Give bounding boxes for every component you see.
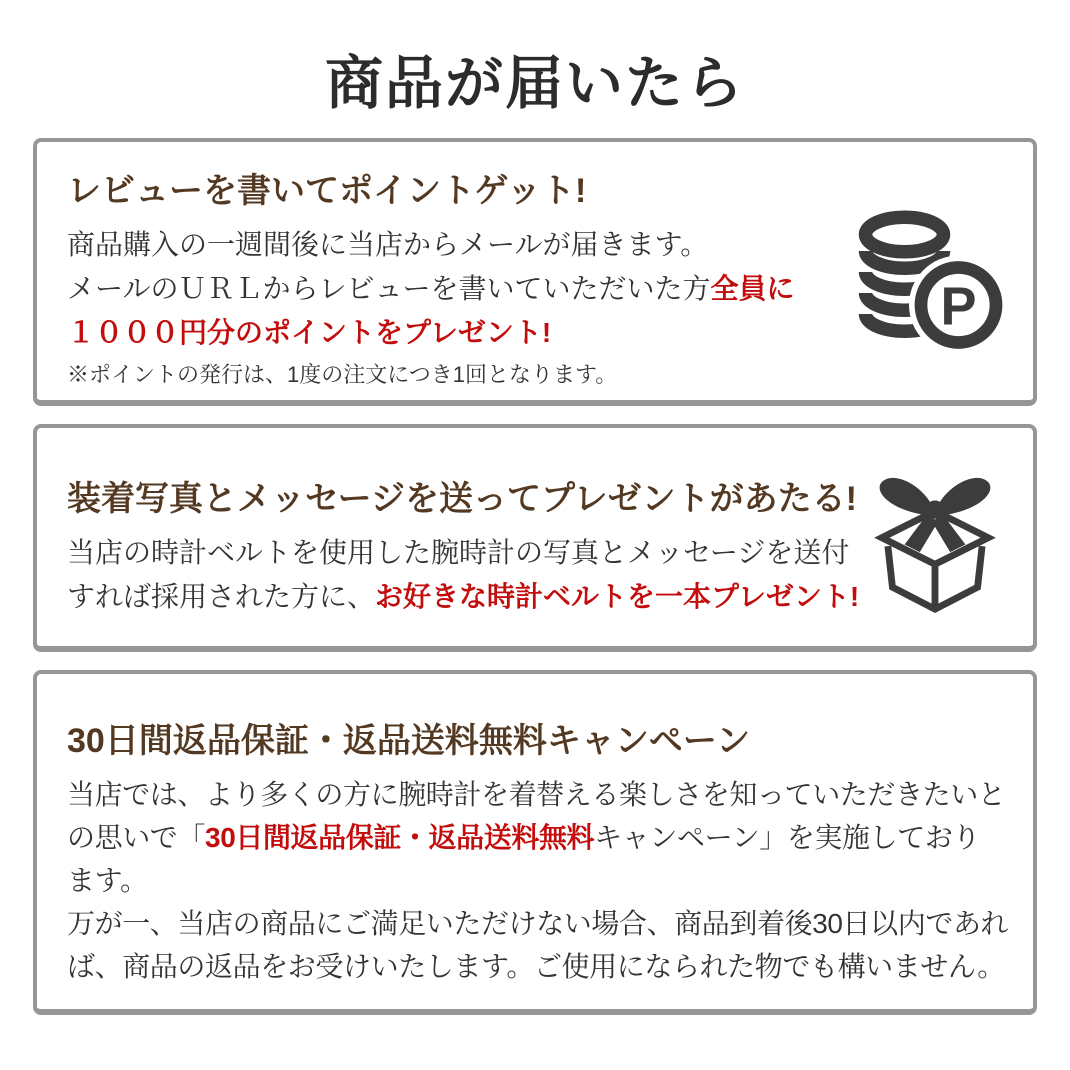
- body-line: 万が一、当店の商品にご満足いただけない場合、商品到着後30日以内であれ: [67, 907, 1009, 939]
- body-text: キャンペーン」を実施しており: [594, 821, 981, 853]
- review-points-heading: レビューを書いてポイントゲット!: [67, 172, 587, 210]
- highlight-text: 30日間返品保証・返品送料無料: [205, 821, 595, 853]
- page-title: 商品が届いたら: [324, 51, 745, 116]
- body-line: 当店の時計ベルトを使用した腕時計の写真とメッセージを送付: [67, 536, 850, 568]
- gift-box-icon: [859, 460, 1011, 620]
- highlight-text: 全員に: [710, 272, 795, 304]
- return-guarantee-card: [33, 670, 1037, 1015]
- point-letter: P: [940, 276, 977, 337]
- photo-present-card-content: [37, 428, 1033, 646]
- highlight-text: お好きな時計ベルトを一本プレゼント!: [375, 580, 860, 612]
- body-line: ます。: [67, 864, 148, 896]
- photo-present-card: [33, 424, 1037, 652]
- coins-point-icon: [855, 206, 1005, 356]
- return-guarantee-card-content: [37, 674, 1033, 1009]
- review-points-card-content: [37, 142, 1033, 400]
- body-line: 商品購入の一週間後に当店からメールが届きます。: [67, 228, 709, 260]
- body-line: [67, 816, 1007, 859]
- body-line: 当店では、より多くの方に腕時計を着替える楽しさを知っていただきたいと: [67, 778, 1006, 810]
- body-text: メールのＵＲＬからレビューを書いていただいた方: [67, 272, 711, 304]
- highlight-line: １０００円分のポイントをプレゼント!: [67, 316, 552, 348]
- body-text: の思いで「: [67, 821, 206, 853]
- points-note: ※ポイントの発行は、1度の注文につき1回となります。: [67, 361, 618, 387]
- return-guarantee-heading: 30日間返品保証・返品送料無料キャンペーン: [67, 722, 751, 760]
- body-text: すれば採用された方に、: [67, 580, 376, 612]
- review-points-card: [33, 138, 1037, 406]
- photo-present-heading: 装着写真とメッセージを送ってプレゼントがあたる!: [67, 480, 857, 518]
- body-line: ば、商品の返品をお受けいたします。ご使用になられた物でも構いません。: [67, 950, 1005, 982]
